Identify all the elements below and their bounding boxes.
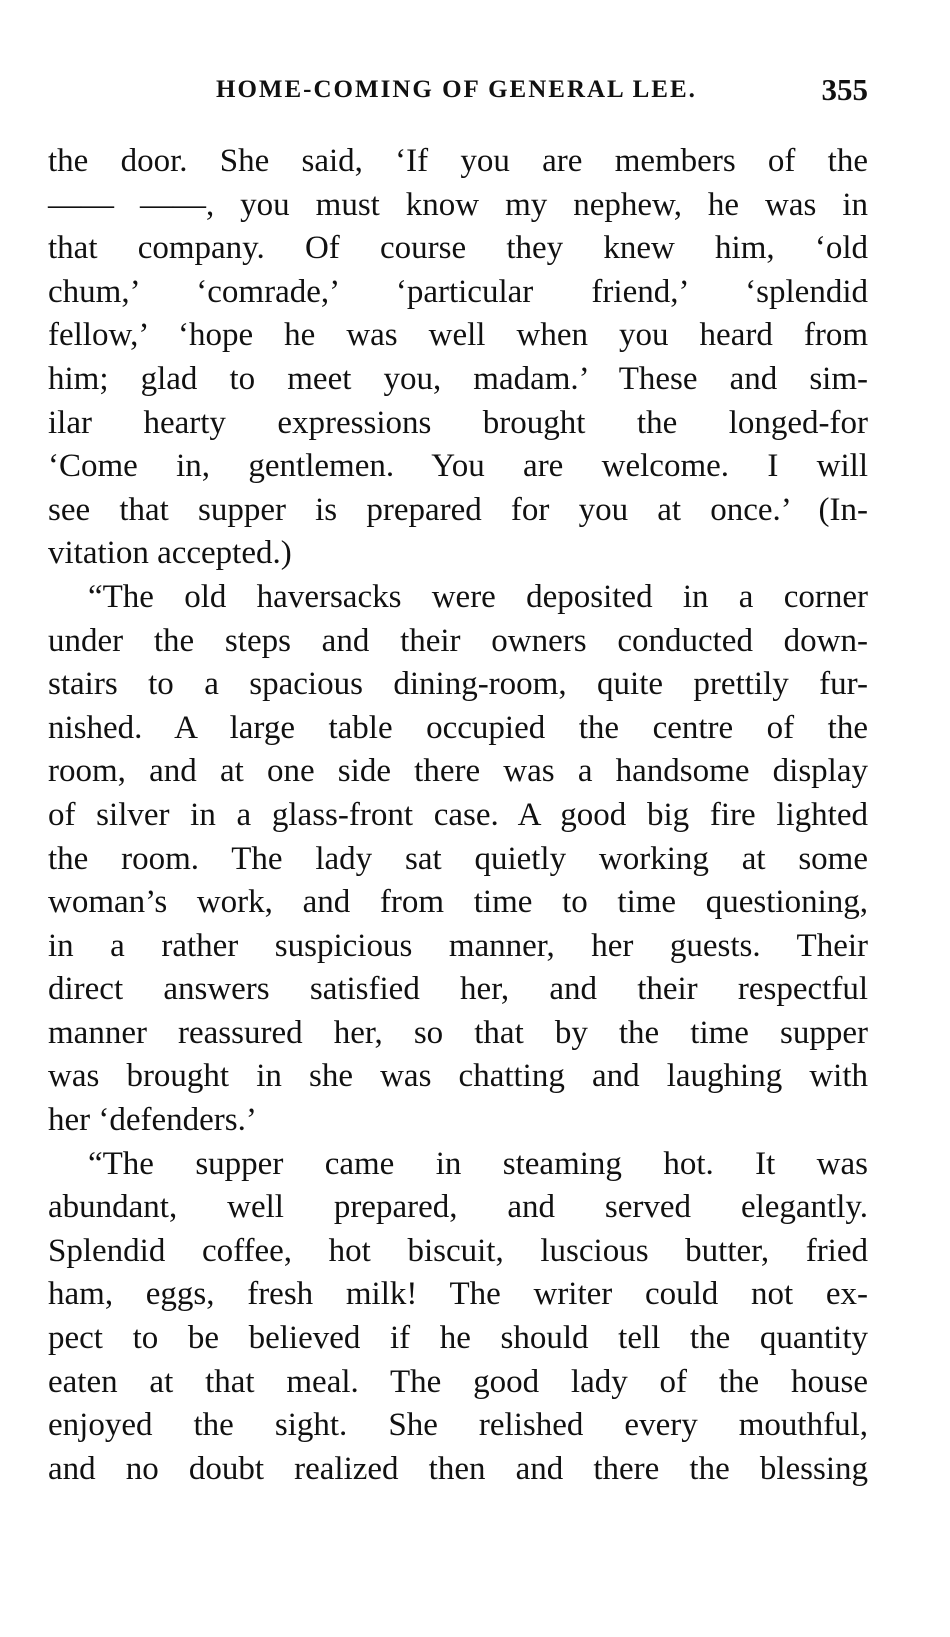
- text-line: ham, eggs, fresh milk! The writer could not ex-: [48, 1276, 868, 1313]
- text-line: ilar hearty expressions brought the longed-for: [48, 404, 868, 441]
- text-line: “The old haversacks were deposited in a corner: [88, 578, 868, 615]
- text-line: the door. She said, ‘If you are members of the: [48, 143, 868, 179]
- text-line: room, and at one side there was a handsome display: [48, 753, 868, 790]
- text-line: ‘Come in, gentlemen. You are welcome. I will: [48, 448, 868, 485]
- body-text: [48, 140, 868, 1491]
- text-line: enjoyed the sight. She relished every mouthful,: [48, 1407, 868, 1444]
- text-line: direct answers satisfied her, and their respectful: [48, 971, 868, 1008]
- text-line: was brought in she was chatting and laughing with: [48, 1058, 868, 1095]
- text-line: under the steps and their owners conducted down-: [48, 622, 868, 659]
- running-head: [48, 72, 868, 112]
- text-line: manner reassured her, so that by the time supper: [48, 1014, 868, 1051]
- text-line: eaten at that meal. The good lady of the house: [48, 1363, 868, 1400]
- text-line: stairs to a spacious dining-room, quite prettily fur-: [48, 666, 868, 703]
- text-line: chum,’ ‘comrade,’ ‘particular friend,’ ‘splendid: [48, 273, 868, 310]
- text-line: of silver in a glass-front case. A good big fire lighted: [48, 796, 868, 833]
- text-line: in a rather suspicious manner, her guests. Their: [48, 927, 868, 964]
- text-line: pect to be believed if he should tell the quantity: [48, 1320, 868, 1357]
- text-line: the room. The lady sat quietly working at some: [48, 840, 868, 877]
- running-title: HOME-COMING OF GENERAL LEE.: [216, 76, 697, 103]
- text-line: and no doubt realized then and there the blessing: [48, 1450, 868, 1487]
- text-line: —— ——, you must know my nephew, he was in: [48, 186, 868, 223]
- text-line: him; glad to meet you, madam.’ These and sim-: [48, 360, 868, 397]
- text-line: her ‘defenders.’: [48, 1102, 257, 1139]
- text-line: vitation accepted.): [48, 535, 292, 572]
- text-line: “The supper came in steaming hot. It was: [88, 1145, 868, 1182]
- text-line: see that supper is prepared for you at once.’ (In-: [48, 491, 868, 528]
- text-line: nished. A large table occupied the centre of the: [48, 709, 868, 746]
- text-line: woman’s work, and from time to time questioning,: [48, 884, 868, 921]
- text-line: that company. Of course they knew him, ‘old: [48, 230, 868, 267]
- page-number: 355: [821, 72, 868, 107]
- text-line: fellow,’ ‘hope he was well when you heard from: [48, 317, 868, 354]
- text-line: Splendid coffee, hot biscuit, luscious butter, fried: [48, 1232, 868, 1269]
- text-line: abundant, well prepared, and served elegantly.: [48, 1189, 868, 1226]
